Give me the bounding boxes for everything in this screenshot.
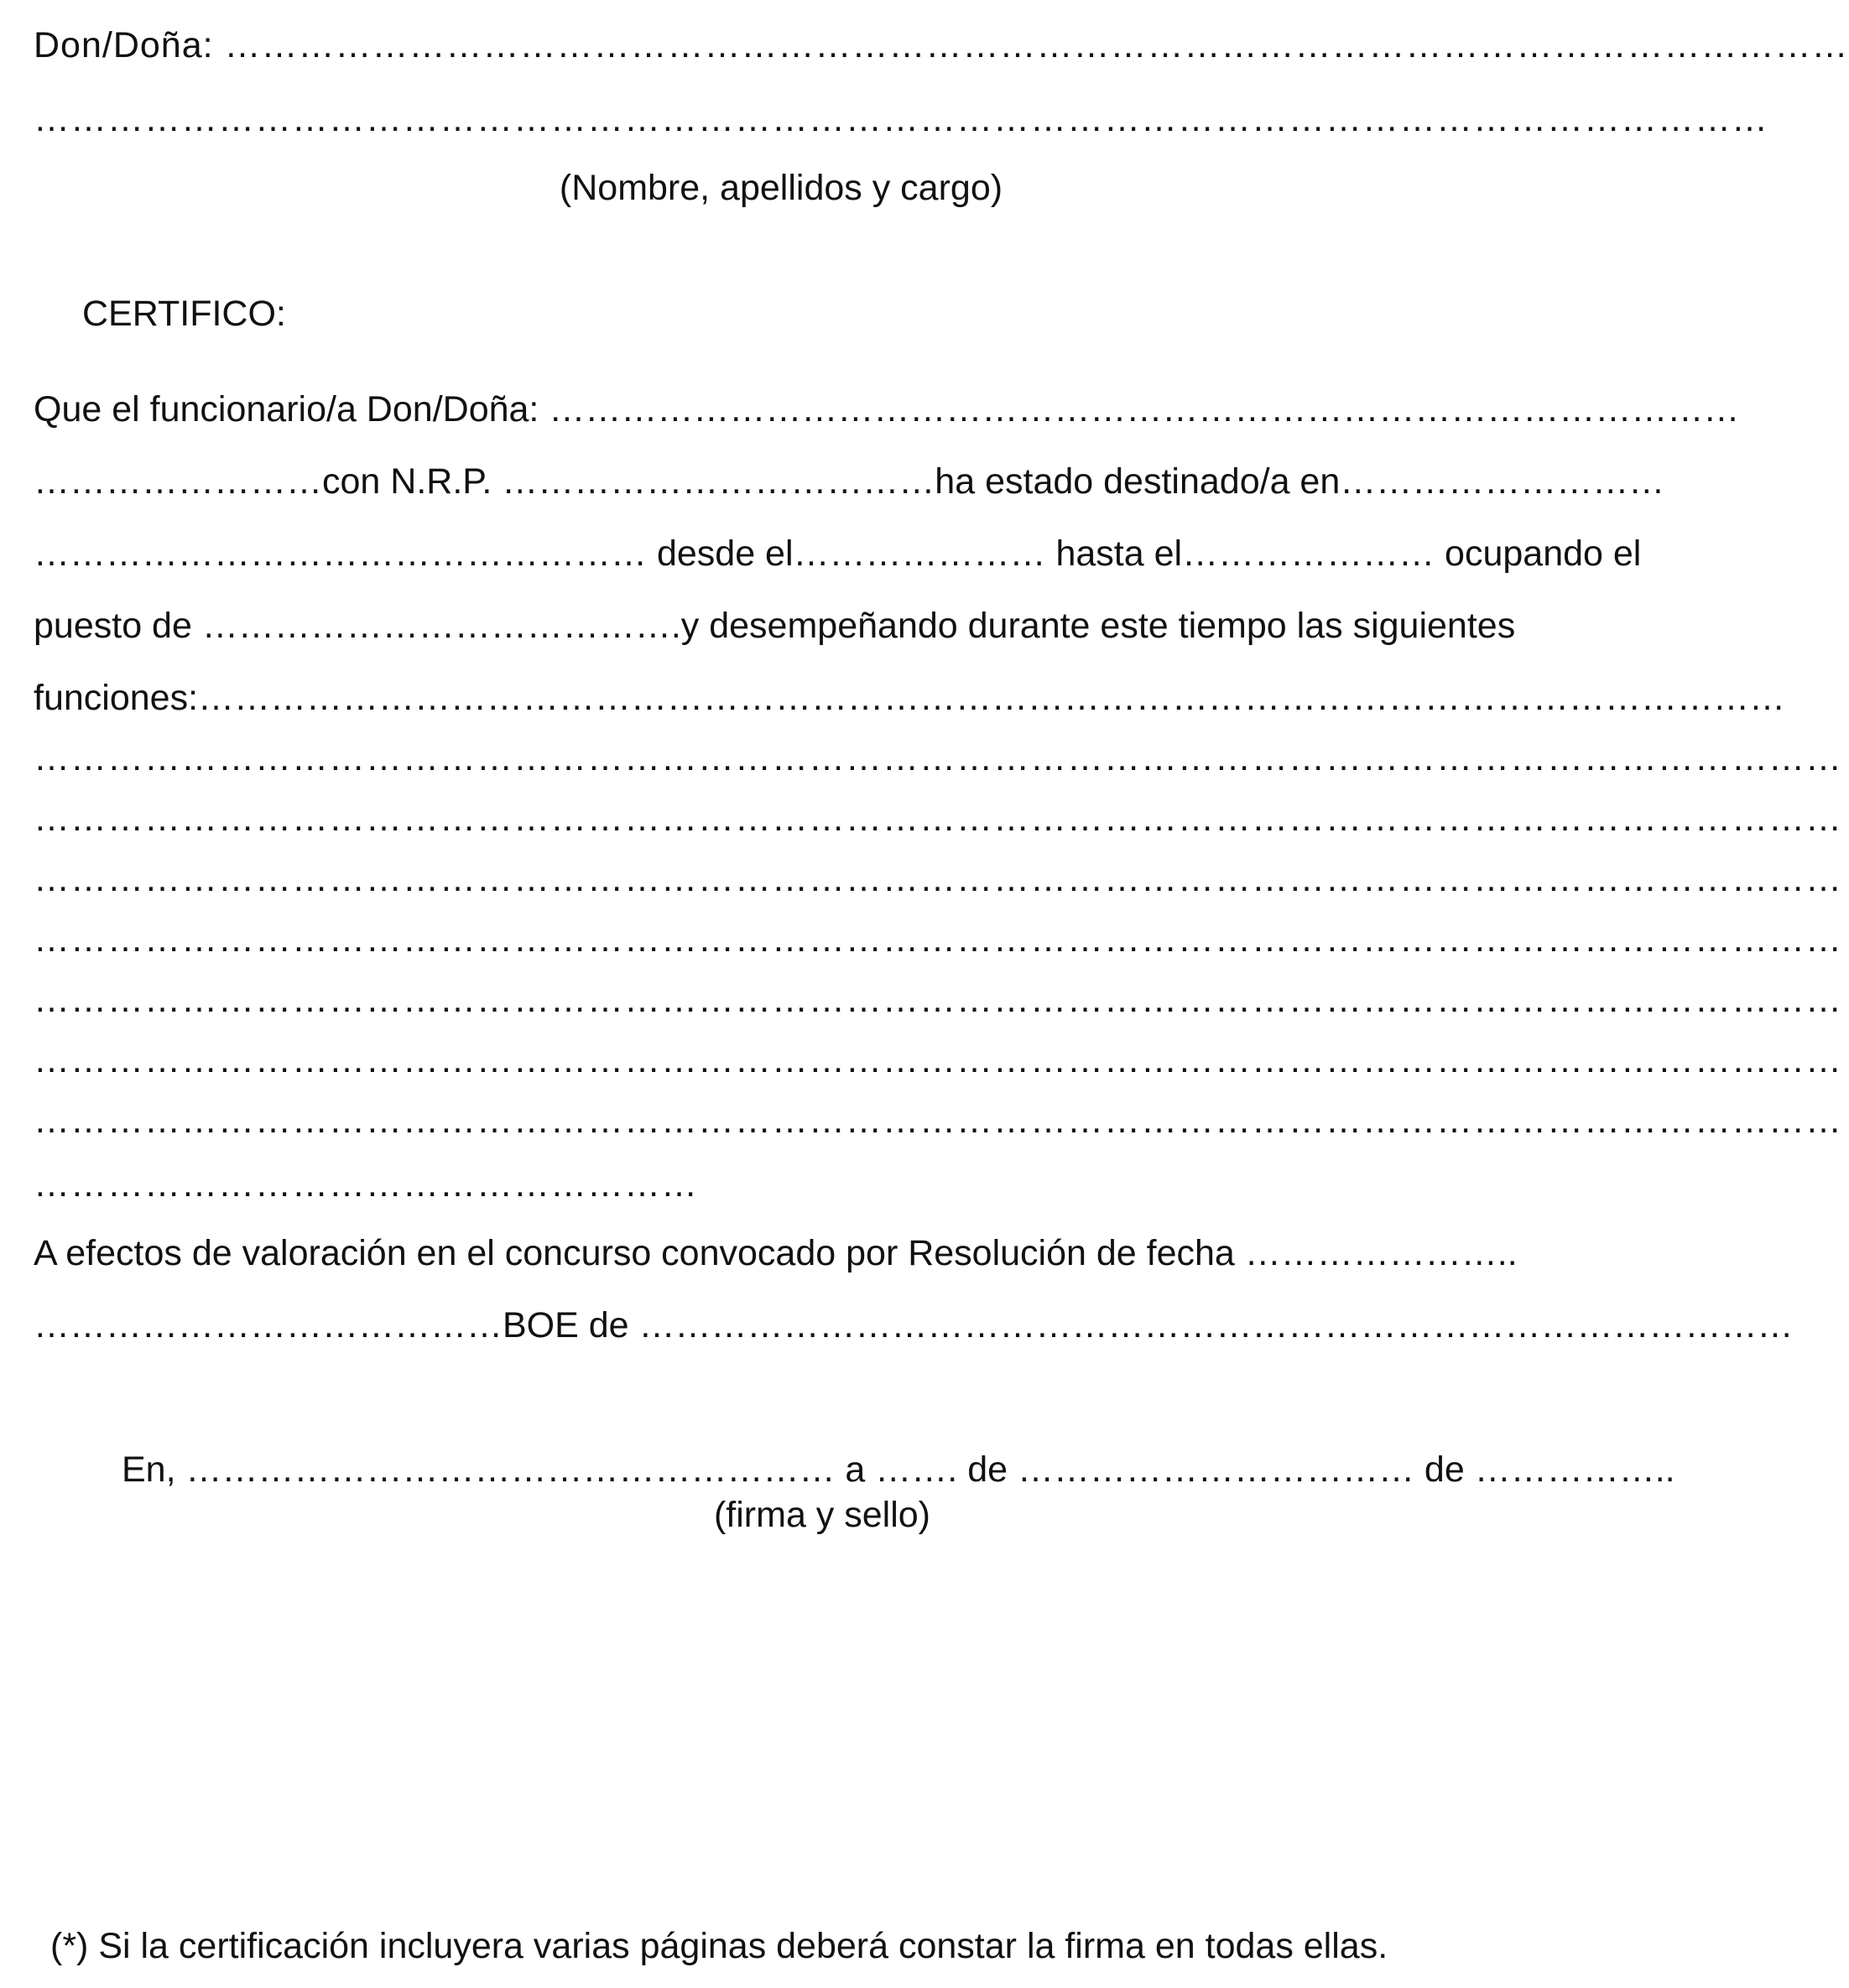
funcionario-line <box>34 386 1740 433</box>
funcionario-text: Que el funcionario/a Don/Doña: ……………………………………………………………………………………… <box>34 389 1740 429</box>
dot-line-text: ………………………………………………………………………………………………………………………………… <box>34 1040 1842 1080</box>
footnote-text: (*) Si la certificación incluyera varias páginas deberá constar la firma en todas ellas. <box>50 1926 1388 1966</box>
efectos-text: A efectos de valoración en el concurso convocado por Resolución de fecha ………………….. <box>34 1233 1518 1273</box>
funciones-line <box>34 674 1786 721</box>
name-caption: (Nombre, apellidos y cargo) <box>559 168 1003 208</box>
dot-line-text: ………………………………………………………………………………………………………………………………… <box>34 980 1842 1020</box>
name-caption-line <box>0 164 1562 211</box>
dot-line <box>34 735 1842 782</box>
ocupando-text: ………………… ocupando el <box>1182 533 1642 574</box>
funciones-text: funciones:…………………………………………………………………………………………………………………… <box>34 678 1786 718</box>
certifico-heading-line <box>82 290 1592 337</box>
dot-line-text: ………………………………………………………………………………………………………………………………… <box>34 1101 1842 1141</box>
footnote <box>50 1923 1544 1970</box>
desde-hasta-line <box>34 530 1642 577</box>
dot-line-text: ………………………………………………………………………………………………………………………………… <box>34 919 1842 960</box>
destino-cont: …………………………………………… desde el <box>34 533 794 574</box>
dot-line-text: ………………………………………………………………………………………………………………………………… <box>34 799 1842 839</box>
dot-line-text: ………………………………………………………………………………………………………………………………… <box>34 859 1842 899</box>
don-dona-continuation: …………………………………………………………………………………………………………………………… <box>34 99 1768 139</box>
signature-caption-line <box>0 1491 1644 1538</box>
don-dona-line <box>34 22 1849 69</box>
dot-line <box>34 916 1842 963</box>
dot-line <box>34 976 1842 1023</box>
destino-dots: ……………………… <box>1340 461 1665 502</box>
puesto-text: puesto de ………………………………….y desempeñando durante este tiempo las siguientes <box>34 606 1516 646</box>
puesto-line <box>34 602 1544 649</box>
don-dona-label: Don/Doña: …………………………………………………………………………………………………………………… <box>34 25 1849 65</box>
dot-line <box>34 1097 1842 1144</box>
dot-line <box>34 1037 1842 1084</box>
hasta-text: ………………… hasta el <box>793 533 1183 574</box>
dot-line-text: ………………………………………………………………………………………………………………………………… <box>34 738 1842 778</box>
don-dona-continuation-line <box>34 96 1768 143</box>
place-date-text: En, ……………………………………………… a ……. de …………………………… de …………….. <box>122 1449 1675 1490</box>
last-dot-line <box>34 1161 1544 1208</box>
boe-line <box>34 1302 1794 1349</box>
dot-line <box>34 795 1842 842</box>
certifico-heading: CERTIFICO: <box>82 294 286 334</box>
signature-caption: (firma y sello) <box>713 1495 931 1535</box>
boe-text: …………………………………BOE de …………………………………………………………………………………… <box>34 1305 1794 1345</box>
place-date-line <box>122 1446 1675 1493</box>
dot-line <box>34 856 1842 903</box>
efectos-line <box>34 1230 1544 1277</box>
last-dot-text: ……………………………………………… <box>34 1164 698 1205</box>
nrp-line <box>34 458 1665 505</box>
nrp-text: ……………………con N.R.P. ………………………………ha estado destinado/a en <box>34 461 1341 502</box>
